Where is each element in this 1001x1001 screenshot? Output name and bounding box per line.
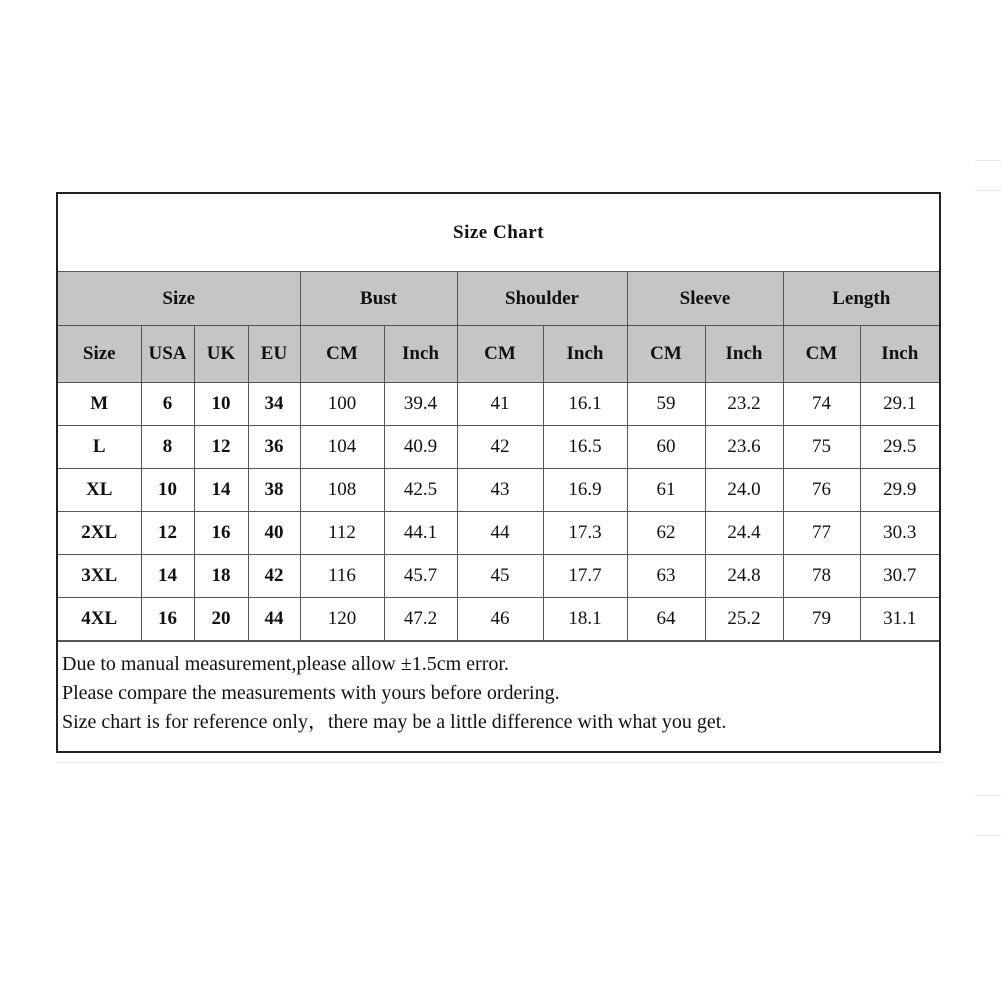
table-cell: XL <box>58 469 141 512</box>
table-cell: 24.4 <box>705 512 783 555</box>
table-cell: 17.7 <box>543 555 627 598</box>
group-header-sleeve: Sleeve <box>627 272 783 326</box>
table-cell: 29.1 <box>860 383 939 426</box>
table-row <box>58 426 939 469</box>
table-cell: 14 <box>194 469 248 512</box>
table-cell: 47.2 <box>384 598 457 641</box>
table-cell: 61 <box>627 469 705 512</box>
table-cell: 78 <box>783 555 860 598</box>
table-row <box>58 598 939 641</box>
table-cell: 59 <box>627 383 705 426</box>
table-cell: 16 <box>194 512 248 555</box>
table-cell: 116 <box>300 555 384 598</box>
table-cell: 41 <box>457 383 543 426</box>
table-cell: 44 <box>457 512 543 555</box>
table-cell: 16 <box>141 598 194 641</box>
table-cell: 45 <box>457 555 543 598</box>
group-header-bust: Bust <box>300 272 457 326</box>
table-row <box>58 383 939 426</box>
table-cell: 29.5 <box>860 426 939 469</box>
gridline-remnant <box>975 795 1001 796</box>
table-cell: 42 <box>457 426 543 469</box>
sub-header-uk: UK <box>194 326 248 383</box>
table-cell: M <box>58 383 141 426</box>
chart-title: Size Chart <box>58 194 939 272</box>
table-cell: 46 <box>457 598 543 641</box>
group-header-size: Size <box>58 272 300 326</box>
table-cell: 8 <box>141 426 194 469</box>
sub-header-cm: CM <box>627 326 705 383</box>
table-cell: 62 <box>627 512 705 555</box>
table-cell: 120 <box>300 598 384 641</box>
table-body <box>58 383 939 641</box>
table-cell: 16.5 <box>543 426 627 469</box>
table-cell: 40 <box>248 512 300 555</box>
sub-header-inch: Inch <box>705 326 783 383</box>
table-cell: 104 <box>300 426 384 469</box>
table-cell: 45.7 <box>384 555 457 598</box>
table-cell: 16.1 <box>543 383 627 426</box>
table-cell: 3XL <box>58 555 141 598</box>
table-cell: 76 <box>783 469 860 512</box>
sub-header-row <box>58 326 939 383</box>
table-cell: 14 <box>141 555 194 598</box>
table-cell: 12 <box>141 512 194 555</box>
table-cell: 100 <box>300 383 384 426</box>
table-cell: 16.9 <box>543 469 627 512</box>
table-cell: 10 <box>194 383 248 426</box>
table-cell: 34 <box>248 383 300 426</box>
table-cell: 17.3 <box>543 512 627 555</box>
table-cell: 112 <box>300 512 384 555</box>
note-line: Size chart is for reference only，there may be a little difference with what you get. <box>62 711 727 733</box>
table-cell: 44 <box>248 598 300 641</box>
table-cell: 63 <box>627 555 705 598</box>
table-cell: 6 <box>141 383 194 426</box>
table-cell: 40.9 <box>384 426 457 469</box>
table-cell: 77 <box>783 512 860 555</box>
group-header-shoulder: Shoulder <box>457 272 627 326</box>
table-cell: 29.9 <box>860 469 939 512</box>
table-cell: 4XL <box>58 598 141 641</box>
table-cell: 38 <box>248 469 300 512</box>
sub-header-inch: Inch <box>384 326 457 383</box>
table-cell: 24.0 <box>705 469 783 512</box>
table-cell: 108 <box>300 469 384 512</box>
group-header-length: Length <box>783 272 939 326</box>
gridline-remnant <box>56 762 941 763</box>
sub-header-inch: Inch <box>860 326 939 383</box>
table-cell: 60 <box>627 426 705 469</box>
table-cell: L <box>58 426 141 469</box>
table-cell: 30.3 <box>860 512 939 555</box>
table-cell: 31.1 <box>860 598 939 641</box>
sub-header-usa: USA <box>141 326 194 383</box>
table-row <box>58 512 939 555</box>
sub-header-cm: CM <box>300 326 384 383</box>
table-cell: 44.1 <box>384 512 457 555</box>
table-cell: 43 <box>457 469 543 512</box>
table-cell: 42.5 <box>384 469 457 512</box>
gridline-remnant <box>975 160 1001 161</box>
size-chart <box>56 192 941 753</box>
sub-header-eu: EU <box>248 326 300 383</box>
table-cell: 74 <box>783 383 860 426</box>
sub-header-cm: CM <box>457 326 543 383</box>
table-cell: 18 <box>194 555 248 598</box>
table-cell: 36 <box>248 426 300 469</box>
sub-header-inch: Inch <box>543 326 627 383</box>
gridline-remnant <box>975 190 1001 191</box>
table-cell: 10 <box>141 469 194 512</box>
table-cell: 64 <box>627 598 705 641</box>
table-cell: 18.1 <box>543 598 627 641</box>
size-table <box>58 194 939 641</box>
sub-header-size: Size <box>58 326 141 383</box>
table-cell: 20 <box>194 598 248 641</box>
gridline-remnant <box>975 835 1001 836</box>
table-cell: 42 <box>248 555 300 598</box>
sub-header-cm: CM <box>783 326 860 383</box>
note-line: Please compare the measurements with yours before ordering. <box>62 682 560 704</box>
table-cell: 23.6 <box>705 426 783 469</box>
table-cell: 39.4 <box>384 383 457 426</box>
table-cell: 30.7 <box>860 555 939 598</box>
table-cell: 79 <box>783 598 860 641</box>
table-cell: 75 <box>783 426 860 469</box>
notes <box>58 641 939 737</box>
group-header-row <box>58 272 939 326</box>
table-cell: 12 <box>194 426 248 469</box>
table-cell: 23.2 <box>705 383 783 426</box>
table-row <box>58 555 939 598</box>
table-cell: 2XL <box>58 512 141 555</box>
note-line: Due to manual measurement,please allow ±1.5cm error. <box>62 653 509 675</box>
table-cell: 25.2 <box>705 598 783 641</box>
table-row <box>58 469 939 512</box>
table-cell: 24.8 <box>705 555 783 598</box>
